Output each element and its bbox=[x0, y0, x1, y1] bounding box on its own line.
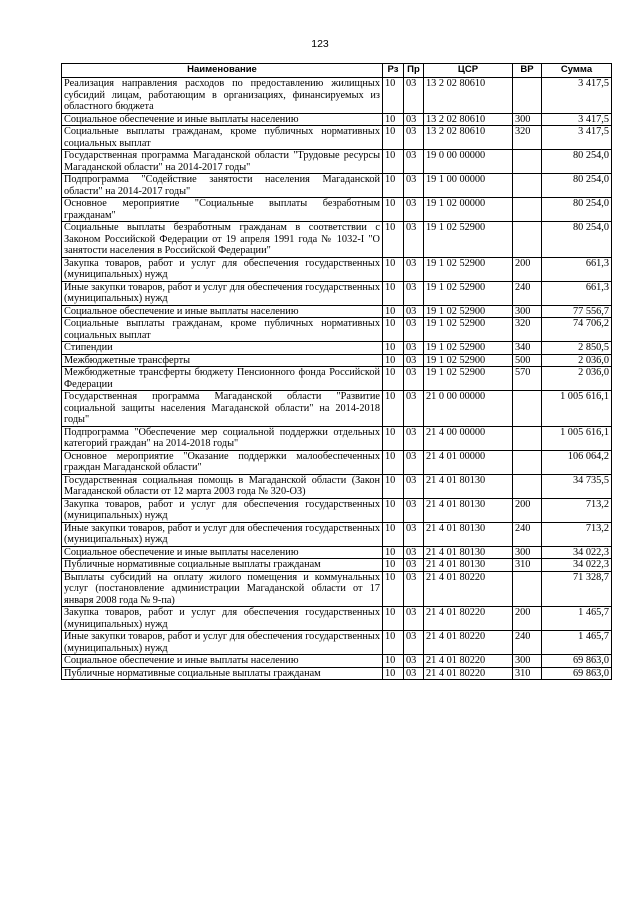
cell-name: Подпрограмма "Содействие занятости населения Магаданской области" на 2014-2017 годы" bbox=[62, 174, 383, 198]
cell-pr: 03 bbox=[404, 281, 424, 305]
cell-sum: 713,2 bbox=[542, 498, 612, 522]
table-row bbox=[62, 198, 612, 222]
cell-pr: 03 bbox=[404, 631, 424, 655]
cell-csr: 21 4 01 80130 bbox=[424, 522, 513, 546]
table-row bbox=[62, 450, 612, 474]
cell-sum: 2 036,0 bbox=[542, 367, 612, 391]
cell-csr: 21 4 01 00000 bbox=[424, 450, 513, 474]
cell-name: Закупка товаров, работ и услуг для обеспечения государственных (муниципальных) нужд bbox=[62, 607, 383, 631]
table-row bbox=[62, 367, 612, 391]
cell-rz: 10 bbox=[383, 174, 404, 198]
cell-sum: 1 005 616,1 bbox=[542, 426, 612, 450]
cell-sum: 80 254,0 bbox=[542, 198, 612, 222]
cell-csr: 21 4 01 80220 bbox=[424, 607, 513, 631]
cell-name: Выплаты субсидий на оплату жилого помещения и коммунальных услуг (постановление администрации Магаданской области от 17 января 2008 года № 9-па) bbox=[62, 571, 383, 607]
cell-rz: 10 bbox=[383, 607, 404, 631]
cell-vr bbox=[513, 571, 542, 607]
cell-csr: 21 4 01 80220 bbox=[424, 667, 513, 680]
cell-pr: 03 bbox=[404, 126, 424, 150]
header-name: Наименование bbox=[62, 64, 383, 78]
table-row bbox=[62, 474, 612, 498]
table-row bbox=[62, 571, 612, 607]
cell-name: Социальные выплаты гражданам, кроме публичных нормативных социальных выплат bbox=[62, 126, 383, 150]
table-body bbox=[62, 78, 612, 680]
cell-rz: 10 bbox=[383, 559, 404, 572]
cell-pr: 03 bbox=[404, 391, 424, 427]
table-row bbox=[62, 257, 612, 281]
table-row bbox=[62, 174, 612, 198]
cell-name: Закупка товаров, работ и услуг для обеспечения государственных (муниципальных) нужд bbox=[62, 257, 383, 281]
cell-name: Социальное обеспечение и иные выплаты населению bbox=[62, 655, 383, 668]
table-row bbox=[62, 126, 612, 150]
cell-sum: 3 417,5 bbox=[542, 78, 612, 114]
cell-sum: 1 465,7 bbox=[542, 631, 612, 655]
table-row bbox=[62, 667, 612, 680]
cell-vr: 500 bbox=[513, 354, 542, 367]
cell-csr: 19 1 02 52900 bbox=[424, 342, 513, 355]
cell-name: Подпрограмма "Обеспечение мер социальной поддержки отдельных категорий граждан" на 2014-2018 годы" bbox=[62, 426, 383, 450]
cell-csr: 19 1 02 52900 bbox=[424, 281, 513, 305]
cell-sum: 80 254,0 bbox=[542, 150, 612, 174]
cell-csr: 19 1 02 52900 bbox=[424, 318, 513, 342]
cell-name: Социальное обеспечение и иные выплаты населению bbox=[62, 113, 383, 126]
cell-csr: 21 4 01 80130 bbox=[424, 559, 513, 572]
cell-name: Иные закупки товаров, работ и услуг для обеспечения государственных (муниципальных) нужд bbox=[62, 522, 383, 546]
cell-name: Государственная социальная помощь в Магаданской области (Закон Магаданской области от 12 марта 2003 года № 320-ОЗ) bbox=[62, 474, 383, 498]
cell-name: Основное мероприятие "Социальные выплаты безработным гражданам" bbox=[62, 198, 383, 222]
cell-name: Публичные нормативные социальные выплаты гражданам bbox=[62, 667, 383, 680]
cell-vr: 310 bbox=[513, 559, 542, 572]
cell-csr: 21 4 01 80130 bbox=[424, 546, 513, 559]
cell-vr: 240 bbox=[513, 281, 542, 305]
cell-sum: 106 064,2 bbox=[542, 450, 612, 474]
cell-pr: 03 bbox=[404, 426, 424, 450]
table-row bbox=[62, 281, 612, 305]
cell-pr: 03 bbox=[404, 607, 424, 631]
cell-pr: 03 bbox=[404, 174, 424, 198]
cell-pr: 03 bbox=[404, 450, 424, 474]
cell-csr: 19 1 00 00000 bbox=[424, 174, 513, 198]
cell-name: Межбюджетные трансферты бюджету Пенсионного фонда Российской Федерации bbox=[62, 367, 383, 391]
cell-pr: 03 bbox=[404, 305, 424, 318]
table-row bbox=[62, 522, 612, 546]
table-row bbox=[62, 391, 612, 427]
cell-rz: 10 bbox=[383, 667, 404, 680]
cell-rz: 10 bbox=[383, 367, 404, 391]
cell-rz: 10 bbox=[383, 655, 404, 668]
cell-rz: 10 bbox=[383, 113, 404, 126]
cell-sum: 69 863,0 bbox=[542, 667, 612, 680]
cell-rz: 10 bbox=[383, 305, 404, 318]
cell-sum: 713,2 bbox=[542, 522, 612, 546]
cell-sum: 1 005 616,1 bbox=[542, 391, 612, 427]
cell-csr: 13 2 02 80610 bbox=[424, 113, 513, 126]
page-number: 123 bbox=[311, 38, 329, 50]
cell-vr: 320 bbox=[513, 126, 542, 150]
table-row bbox=[62, 305, 612, 318]
cell-pr: 03 bbox=[404, 571, 424, 607]
cell-sum: 74 706,2 bbox=[542, 318, 612, 342]
cell-csr: 21 4 00 00000 bbox=[424, 426, 513, 450]
table-row bbox=[62, 113, 612, 126]
cell-vr: 300 bbox=[513, 305, 542, 318]
cell-vr: 570 bbox=[513, 367, 542, 391]
cell-rz: 10 bbox=[383, 571, 404, 607]
cell-csr: 21 4 01 80130 bbox=[424, 498, 513, 522]
cell-vr: 240 bbox=[513, 631, 542, 655]
cell-pr: 03 bbox=[404, 113, 424, 126]
cell-vr bbox=[513, 174, 542, 198]
header-csr: ЦСР bbox=[424, 64, 513, 78]
cell-rz: 10 bbox=[383, 631, 404, 655]
cell-vr: 320 bbox=[513, 318, 542, 342]
cell-rz: 10 bbox=[383, 522, 404, 546]
cell-rz: 10 bbox=[383, 354, 404, 367]
cell-vr: 340 bbox=[513, 342, 542, 355]
cell-rz: 10 bbox=[383, 426, 404, 450]
table-row bbox=[62, 426, 612, 450]
cell-vr: 200 bbox=[513, 257, 542, 281]
cell-vr bbox=[513, 391, 542, 427]
cell-pr: 03 bbox=[404, 222, 424, 258]
cell-pr: 03 bbox=[404, 655, 424, 668]
cell-name: Социальное обеспечение и иные выплаты населению bbox=[62, 305, 383, 318]
cell-pr: 03 bbox=[404, 367, 424, 391]
cell-sum: 69 863,0 bbox=[542, 655, 612, 668]
cell-sum: 71 328,7 bbox=[542, 571, 612, 607]
cell-name: Основное мероприятие "Оказание поддержки малообеспеченных граждан Магаданской области" bbox=[62, 450, 383, 474]
cell-pr: 03 bbox=[404, 150, 424, 174]
cell-name: Иные закупки товаров, работ и услуг для обеспечения государственных (муниципальных) нужд bbox=[62, 631, 383, 655]
cell-name: Государственная программа Магаданской области "Трудовые ресурсы Магаданской области" на 2014-2017 годы" bbox=[62, 150, 383, 174]
header-rz: Рз bbox=[383, 64, 404, 78]
table-row bbox=[62, 342, 612, 355]
table-row bbox=[62, 607, 612, 631]
cell-name: Публичные нормативные социальные выплаты гражданам bbox=[62, 559, 383, 572]
cell-rz: 10 bbox=[383, 150, 404, 174]
cell-vr: 300 bbox=[513, 655, 542, 668]
cell-vr: 240 bbox=[513, 522, 542, 546]
table-row bbox=[62, 559, 612, 572]
table-row bbox=[62, 78, 612, 114]
cell-vr bbox=[513, 78, 542, 114]
cell-pr: 03 bbox=[404, 198, 424, 222]
table-row bbox=[62, 318, 612, 342]
cell-sum: 2 850,5 bbox=[542, 342, 612, 355]
table-row bbox=[62, 655, 612, 668]
cell-pr: 03 bbox=[404, 522, 424, 546]
table-row bbox=[62, 150, 612, 174]
cell-rz: 10 bbox=[383, 498, 404, 522]
cell-pr: 03 bbox=[404, 78, 424, 114]
cell-sum: 34 735,5 bbox=[542, 474, 612, 498]
cell-name: Социальное обеспечение и иные выплаты населению bbox=[62, 546, 383, 559]
cell-sum: 1 465,7 bbox=[542, 607, 612, 631]
cell-csr: 21 4 01 80220 bbox=[424, 571, 513, 607]
cell-vr: 310 bbox=[513, 667, 542, 680]
cell-sum: 661,3 bbox=[542, 257, 612, 281]
cell-csr: 19 1 02 52900 bbox=[424, 354, 513, 367]
table-row bbox=[62, 222, 612, 258]
cell-pr: 03 bbox=[404, 559, 424, 572]
cell-rz: 10 bbox=[383, 450, 404, 474]
cell-csr: 19 1 02 52900 bbox=[424, 222, 513, 258]
table-header-row bbox=[62, 64, 612, 78]
cell-sum: 3 417,5 bbox=[542, 126, 612, 150]
cell-rz: 10 bbox=[383, 391, 404, 427]
cell-csr: 19 1 02 52900 bbox=[424, 367, 513, 391]
header-pr: Пр bbox=[404, 64, 424, 78]
budget-table bbox=[61, 63, 612, 680]
cell-pr: 03 bbox=[404, 667, 424, 680]
cell-name: Реализация направления расходов по предоставлению жилищных субсидий лицам, работающим в организациях, финансируемых из областного бюджета bbox=[62, 78, 383, 114]
cell-vr bbox=[513, 222, 542, 258]
cell-name: Социальные выплаты гражданам, кроме публичных нормативных социальных выплат bbox=[62, 318, 383, 342]
cell-vr bbox=[513, 198, 542, 222]
cell-pr: 03 bbox=[404, 546, 424, 559]
cell-csr: 19 0 00 00000 bbox=[424, 150, 513, 174]
cell-sum: 3 417,5 bbox=[542, 113, 612, 126]
cell-sum: 34 022,3 bbox=[542, 559, 612, 572]
cell-name: Иные закупки товаров, работ и услуг для обеспечения государственных (муниципальных) нужд bbox=[62, 281, 383, 305]
cell-rz: 10 bbox=[383, 78, 404, 114]
cell-csr: 19 1 02 52900 bbox=[424, 305, 513, 318]
cell-csr: 13 2 02 80610 bbox=[424, 126, 513, 150]
cell-vr: 200 bbox=[513, 498, 542, 522]
table-row bbox=[62, 354, 612, 367]
cell-pr: 03 bbox=[404, 257, 424, 281]
cell-name: Закупка товаров, работ и услуг для обеспечения государственных (муниципальных) нужд bbox=[62, 498, 383, 522]
cell-sum: 661,3 bbox=[542, 281, 612, 305]
cell-csr: 21 4 01 80220 bbox=[424, 655, 513, 668]
cell-pr: 03 bbox=[404, 474, 424, 498]
cell-rz: 10 bbox=[383, 198, 404, 222]
cell-vr bbox=[513, 426, 542, 450]
header-sum: Сумма bbox=[542, 64, 612, 78]
table-row bbox=[62, 498, 612, 522]
cell-csr: 21 4 01 80220 bbox=[424, 631, 513, 655]
cell-vr: 300 bbox=[513, 546, 542, 559]
cell-csr: 19 1 02 00000 bbox=[424, 198, 513, 222]
cell-vr bbox=[513, 450, 542, 474]
cell-vr: 200 bbox=[513, 607, 542, 631]
cell-rz: 10 bbox=[383, 474, 404, 498]
cell-rz: 10 bbox=[383, 318, 404, 342]
cell-sum: 80 254,0 bbox=[542, 174, 612, 198]
cell-pr: 03 bbox=[404, 318, 424, 342]
cell-sum: 80 254,0 bbox=[542, 222, 612, 258]
table-row bbox=[62, 631, 612, 655]
cell-sum: 34 022,3 bbox=[542, 546, 612, 559]
cell-vr bbox=[513, 150, 542, 174]
cell-vr bbox=[513, 474, 542, 498]
cell-vr: 300 bbox=[513, 113, 542, 126]
cell-rz: 10 bbox=[383, 222, 404, 258]
cell-sum: 2 036,0 bbox=[542, 354, 612, 367]
cell-csr: 21 0 00 00000 bbox=[424, 391, 513, 427]
table-row bbox=[62, 546, 612, 559]
cell-rz: 10 bbox=[383, 126, 404, 150]
cell-sum: 77 556,7 bbox=[542, 305, 612, 318]
cell-name: Социальные выплаты безработным гражданам в соответствии с Законом Российской Федерации от 19 апреля 1991 года № 1032-I "О занятости населения в Российской Федерации" bbox=[62, 222, 383, 258]
header-vr: ВР bbox=[513, 64, 542, 78]
cell-name: Государственная программа Магаданской области "Развитие социальной защиты населения Магаданской области" на 2014-2018 годы" bbox=[62, 391, 383, 427]
cell-pr: 03 bbox=[404, 354, 424, 367]
cell-name: Стипендии bbox=[62, 342, 383, 355]
cell-pr: 03 bbox=[404, 498, 424, 522]
cell-csr: 21 4 01 80130 bbox=[424, 474, 513, 498]
cell-csr: 13 2 02 80610 bbox=[424, 78, 513, 114]
cell-rz: 10 bbox=[383, 281, 404, 305]
cell-pr: 03 bbox=[404, 342, 424, 355]
cell-rz: 10 bbox=[383, 546, 404, 559]
cell-csr: 19 1 02 52900 bbox=[424, 257, 513, 281]
cell-name: Межбюджетные трансферты bbox=[62, 354, 383, 367]
cell-rz: 10 bbox=[383, 342, 404, 355]
cell-rz: 10 bbox=[383, 257, 404, 281]
